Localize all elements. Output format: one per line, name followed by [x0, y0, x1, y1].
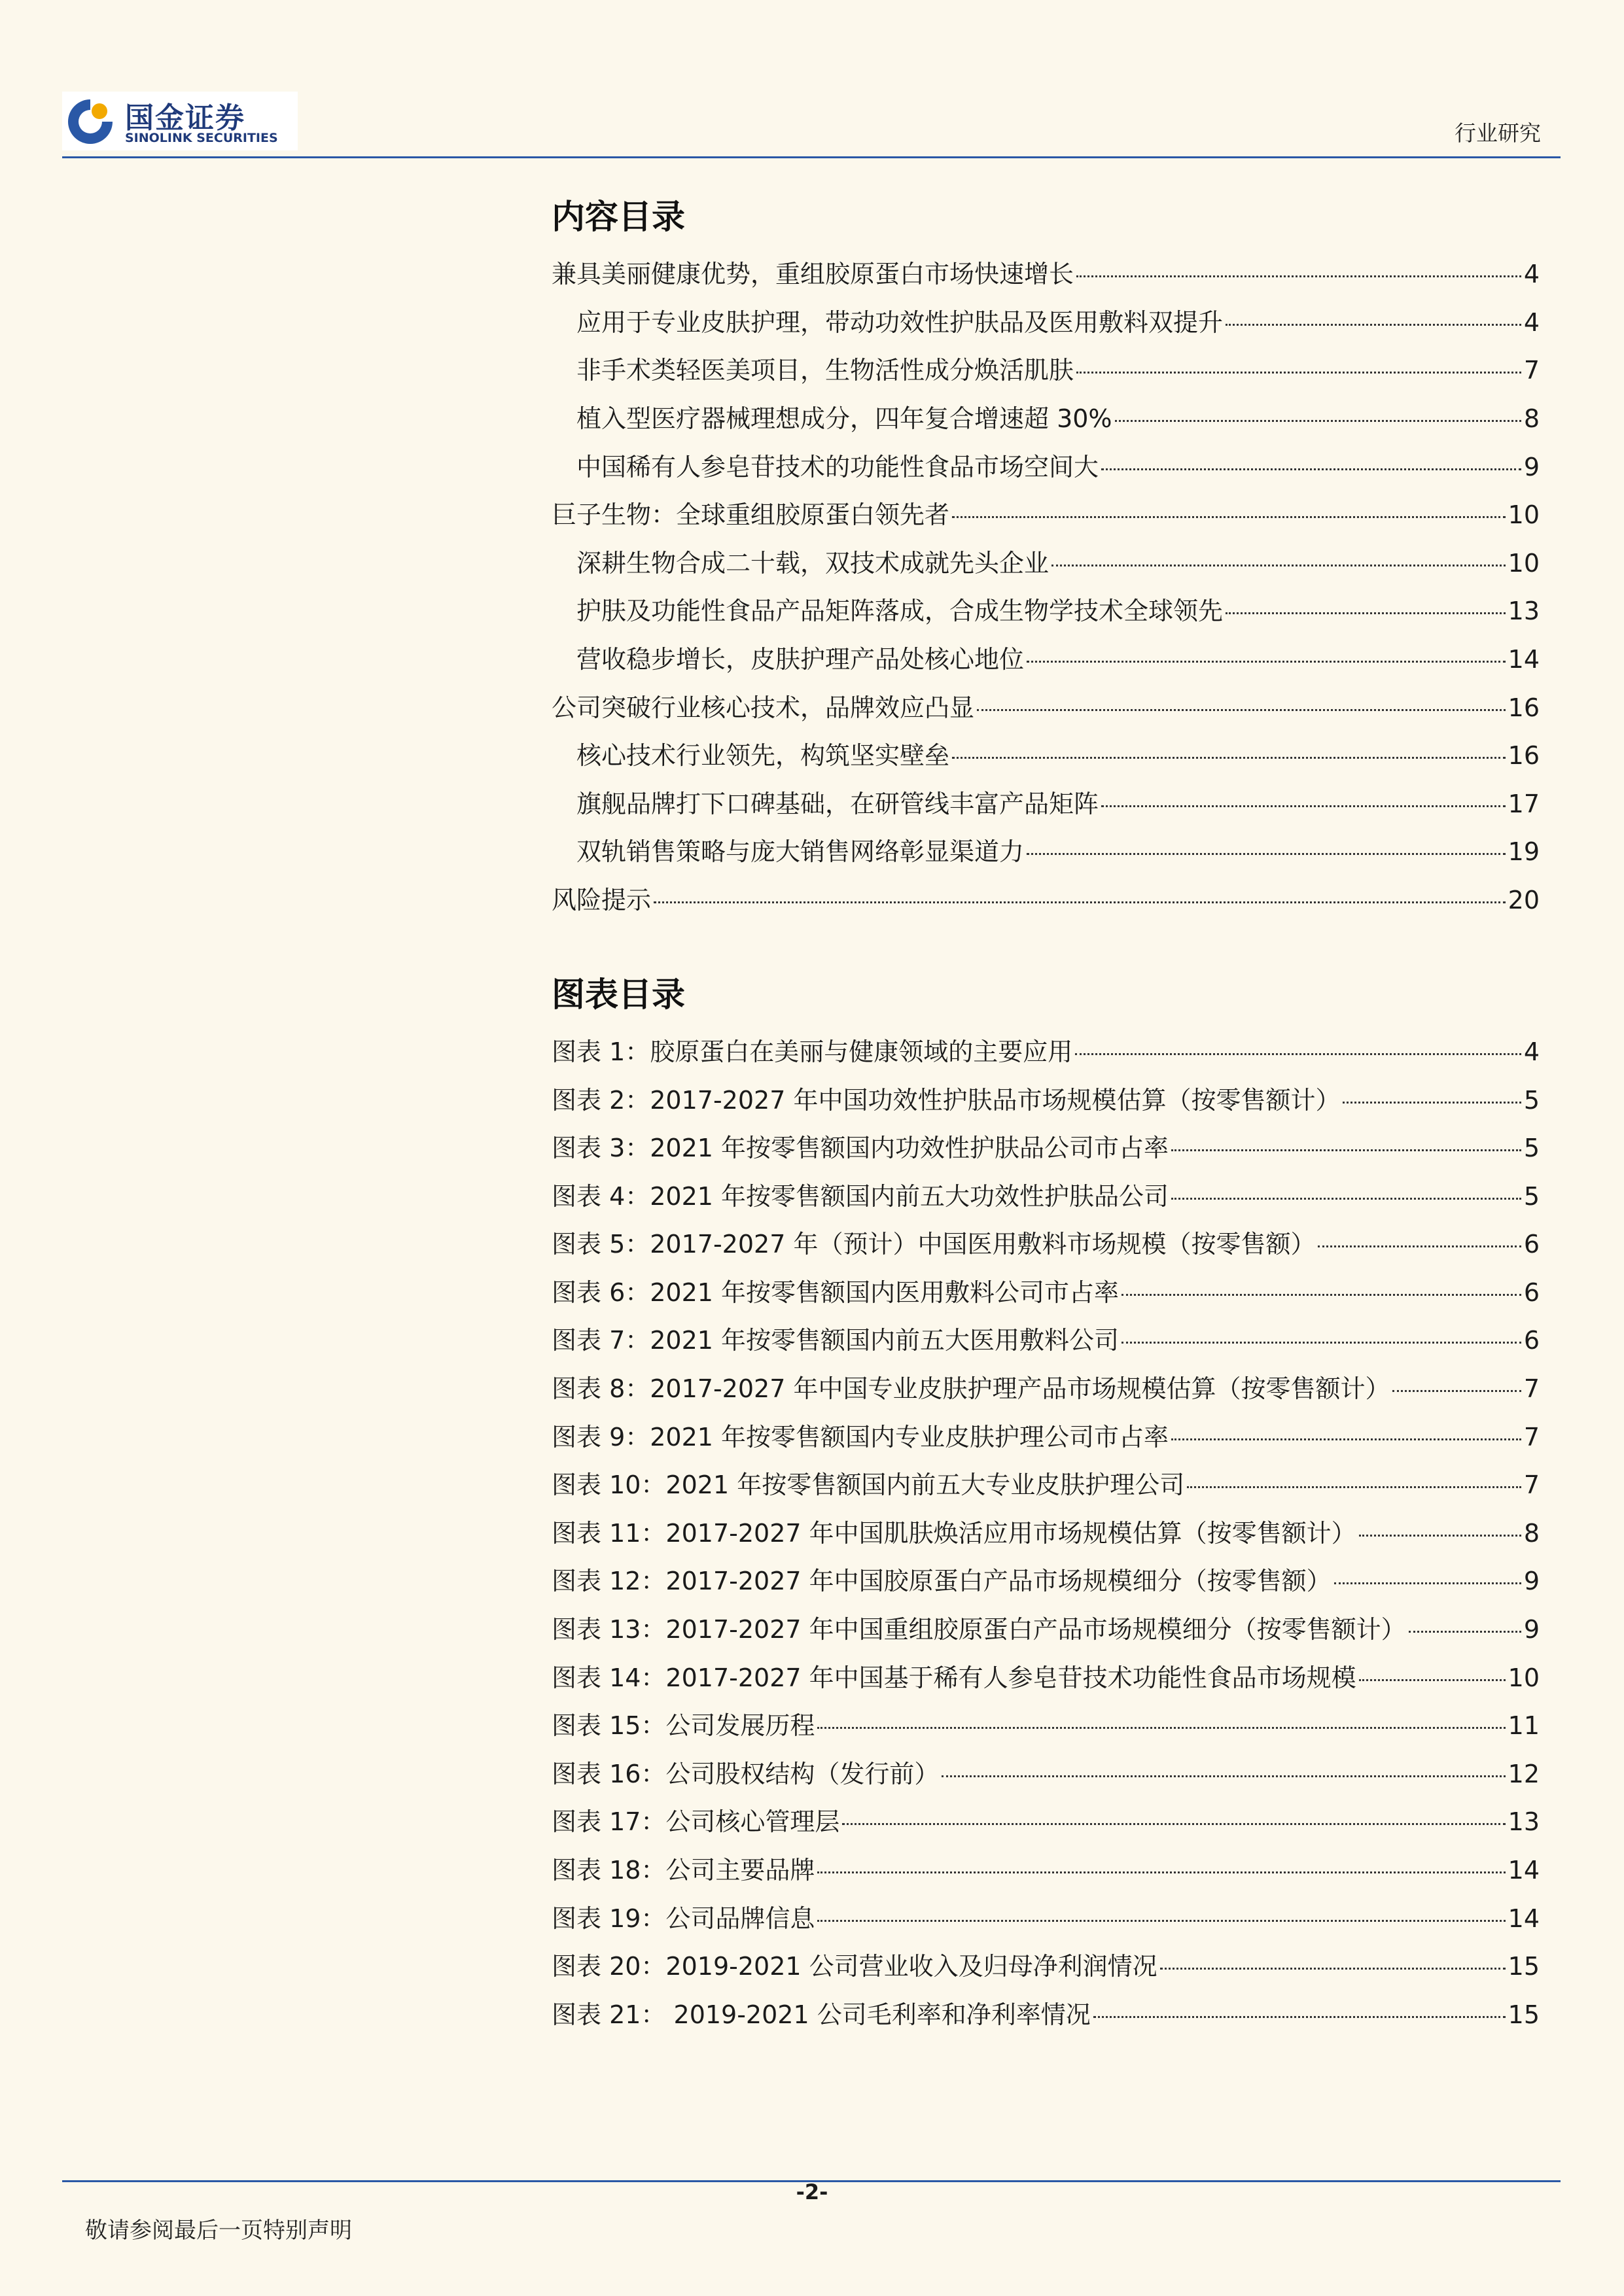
toc-page-number[interactable]: 9	[1523, 1567, 1540, 1596]
contents-entry[interactable]	[552, 687, 1540, 736]
contents-entry[interactable]	[552, 495, 1540, 543]
toc-entry-title[interactable]: 护肤及功能性食品产品矩阵落成，合成生物学技术全球领先	[576, 597, 1224, 626]
toc-page-number[interactable]: 15	[1508, 1952, 1540, 1981]
dot-leader	[1171, 1438, 1521, 1440]
toc-entry-title[interactable]: 图表 11：2017-2027 年中国肌肤焕活应用市场规模估算（按零售额计）	[552, 1518, 1356, 1548]
figure-entry[interactable]	[552, 1609, 1540, 1658]
figures-list	[552, 1032, 1540, 2042]
toc-page-number[interactable]: 8	[1523, 1518, 1540, 1548]
dot-leader	[842, 1823, 1505, 1825]
toc-entry-title[interactable]: 图表 7：2021 年按零售额国内前五大医用敷料公司	[552, 1326, 1120, 1355]
toc-page-number[interactable]: 9	[1523, 1615, 1540, 1644]
logo-english-name: SINOLINK SECURITIES	[125, 131, 278, 145]
figure-entry[interactable]	[552, 1465, 1540, 1513]
toc-entry-title[interactable]: 图表 16：公司股权结构（发行前）	[552, 1759, 940, 1788]
dot-leader	[817, 1920, 1505, 1922]
contents-entry[interactable]	[552, 398, 1540, 447]
figure-entry[interactable]	[552, 1417, 1540, 1465]
toc-entry-title[interactable]: 图表 21： 2019-2021 公司毛利率和净利率情况	[552, 2000, 1091, 2029]
contents-entry[interactable]	[552, 735, 1540, 784]
toc-entry-title[interactable]: 兼具美丽健康优势，重组胶原蛋白市场快速增长	[552, 260, 1074, 289]
contents-entry[interactable]	[552, 254, 1540, 302]
toc-entry-title[interactable]: 植入型医疗器械理想成分，四年复合增速超 30%	[576, 404, 1112, 434]
header-divider	[62, 156, 1561, 158]
dot-leader	[1101, 805, 1506, 807]
toc-entry-title[interactable]: 旗舰品牌打下口碑基础，在研管线丰富产品矩阵	[576, 789, 1099, 818]
dot-leader	[1359, 1535, 1521, 1537]
dot-leader	[1409, 1631, 1521, 1633]
dot-leader	[1093, 2016, 1506, 2018]
dot-leader	[977, 709, 1506, 711]
toc-page-number[interactable]: 6	[1523, 1326, 1540, 1355]
toc-entry-title[interactable]: 图表 13：2017-2027 年中国重组胶原蛋白产品市场规模细分（按零售额计）	[552, 1615, 1406, 1644]
figure-entry[interactable]	[552, 1850, 1540, 1898]
figure-entry[interactable]	[552, 1561, 1540, 1609]
figure-entry[interactable]	[552, 1513, 1540, 1561]
toc-page-number[interactable]: 5	[1523, 1134, 1540, 1163]
toc-page-number[interactable]: 7	[1523, 1374, 1540, 1404]
toc-entry-title[interactable]: 营收稳步增长，皮肤护理产品处核心地位	[576, 645, 1025, 674]
toc-page-number[interactable]: 15	[1508, 2000, 1540, 2029]
dot-leader	[1392, 1390, 1521, 1392]
page-header	[62, 92, 1561, 157]
dot-leader	[1121, 1294, 1521, 1296]
toc-entry-title[interactable]: 图表 10：2021 年按零售额国内前五大专业皮肤护理公司	[552, 1470, 1185, 1500]
footer-disclaimer: 敬请参阅最后一页特别声明	[85, 2218, 352, 2244]
figure-entry[interactable]	[552, 1128, 1540, 1176]
toc-page-number[interactable]: 10	[1508, 500, 1540, 530]
dot-leader	[1051, 565, 1506, 566]
toc-entry-title[interactable]: 图表 12：2017-2027 年中国胶原蛋白产品市场规模细分（按零售额）	[552, 1567, 1332, 1596]
toc-page-number[interactable]: 6	[1523, 1278, 1540, 1307]
toc-page-number[interactable]: 14	[1508, 1904, 1540, 1933]
contents-entry[interactable]	[552, 591, 1540, 639]
figure-entry[interactable]	[552, 1176, 1540, 1225]
contents-entry[interactable]	[552, 880, 1540, 928]
contents-entry[interactable]	[552, 639, 1540, 687]
toc-page-number[interactable]: 7	[1523, 1470, 1540, 1500]
figure-entry[interactable]	[552, 1946, 1540, 1994]
toc-page-number[interactable]: 7	[1523, 1422, 1540, 1452]
toc-page-number[interactable]: 4	[1523, 307, 1540, 337]
toc-entry-title[interactable]: 非手术类轻医美项目，生物活性成分焕活肌肤	[576, 356, 1074, 385]
toc-page-number[interactable]: 9	[1523, 452, 1540, 481]
toc-page-number[interactable]: 14	[1508, 1856, 1540, 1885]
figure-entry[interactable]	[552, 1080, 1540, 1128]
figure-entry[interactable]	[552, 1994, 1540, 2043]
toc-page-number[interactable]: 5	[1523, 1181, 1540, 1211]
dot-leader	[1171, 1149, 1521, 1151]
toc-entry-title[interactable]: 图表 1：胶原蛋白在美丽与健康领域的主要应用	[552, 1037, 1073, 1066]
dot-leader	[1359, 1679, 1506, 1681]
dot-leader	[1101, 468, 1521, 470]
dot-leader	[952, 757, 1506, 759]
figure-entry[interactable]	[552, 1754, 1540, 1802]
sinolink-logo-icon	[65, 97, 115, 147]
toc-entry-title[interactable]: 核心技术行业领先，构筑坚实壁垒	[576, 741, 950, 771]
toc-entry-title[interactable]: 图表 9：2021 年按零售额国内专业皮肤护理公司市占率	[552, 1422, 1169, 1452]
contents-entry[interactable]	[552, 831, 1540, 880]
contents-entry[interactable]	[552, 350, 1540, 398]
logo-chinese-name: 国金证券	[125, 101, 245, 135]
toc-page-number[interactable]: 4	[1523, 1037, 1540, 1066]
toc-page-number[interactable]: 13	[1508, 1807, 1540, 1837]
toc-entry-title[interactable]: 图表 17：公司核心管理层	[552, 1807, 840, 1837]
toc-entry-title[interactable]: 图表 5：2017-2027 年（预计）中国医用敷料市场规模（按零售额）	[552, 1230, 1316, 1259]
toc-page-number[interactable]: 20	[1508, 886, 1540, 915]
dot-leader	[1226, 324, 1521, 326]
toc-entry-title[interactable]: 双轨销售策略与庞大销售网络彰显渠道力	[576, 837, 1025, 867]
toc-entry-title[interactable]: 风险提示	[552, 886, 652, 915]
figure-entry[interactable]	[552, 1658, 1540, 1706]
toc-page-number[interactable]: 10	[1508, 548, 1540, 578]
dot-leader	[817, 1727, 1505, 1729]
toc-entry-title[interactable]: 应用于专业皮肤护理，带动功效性护肤品及医用敷料双提升	[576, 307, 1224, 337]
document-type-label: 行业研究	[1455, 120, 1541, 146]
toc-entry-title[interactable]: 图表 14：2017-2027 年中国基于稀有人参皂苷技术功能性食品市场规模	[552, 1663, 1356, 1692]
company-logo[interactable]	[62, 92, 298, 150]
contents-entry[interactable]	[552, 302, 1540, 351]
toc-entry-title[interactable]: 中国稀有人参皂苷技术的功能性食品市场空间大	[576, 452, 1099, 481]
toc-page-number[interactable]: 16	[1508, 741, 1540, 771]
toc-page-number[interactable]: 19	[1508, 837, 1540, 867]
toc-page-number[interactable]: 12	[1508, 1759, 1540, 1788]
dot-leader	[1171, 1198, 1521, 1200]
toc-entry-title[interactable]: 图表 2：2017-2027 年中国功效性护肤品市场规模估算（按零售额计）	[552, 1085, 1341, 1115]
dot-leader	[1027, 661, 1506, 663]
dot-leader	[1187, 1486, 1521, 1488]
figure-entry[interactable]	[552, 1320, 1540, 1368]
toc-entry-title[interactable]: 图表 8：2017-2027 年中国专业皮肤护理产品市场规模估算（按零售额计）	[552, 1374, 1390, 1404]
contents-list	[552, 254, 1540, 928]
figures-title: 图表目录	[552, 975, 686, 1015]
toc-page-number[interactable]: 8	[1523, 404, 1540, 434]
toc-page-number[interactable]: 7	[1523, 356, 1540, 385]
dot-leader	[1226, 612, 1506, 614]
toc-entry-title[interactable]: 深耕生物合成二十载，双技术成就先头企业	[576, 548, 1050, 578]
dot-leader	[952, 516, 1506, 518]
dot-leader	[1160, 1968, 1506, 1970]
dot-leader	[1076, 275, 1521, 277]
toc-entry-title[interactable]: 图表 3：2021 年按零售额国内功效性护肤品公司市占率	[552, 1134, 1169, 1163]
toc-entry-title[interactable]: 公司突破行业核心技术，品牌效应凸显	[552, 693, 975, 722]
dot-leader	[1334, 1582, 1521, 1584]
toc-page-number[interactable]: 17	[1508, 789, 1540, 818]
toc-page-number[interactable]: 10	[1508, 1663, 1540, 1692]
toc-entry-title[interactable]: 巨子生物：全球重组胶原蛋白领先者	[552, 500, 950, 530]
toc-entry-title[interactable]: 图表 6：2021 年按零售额国内医用敷料公司市占率	[552, 1278, 1120, 1307]
toc-page-number[interactable]: 11	[1508, 1711, 1540, 1741]
toc-page-number[interactable]: 16	[1508, 693, 1540, 722]
toc-entry-title[interactable]: 图表 20：2019-2021 公司营业收入及归母净利润情况	[552, 1952, 1157, 1981]
toc-page-number[interactable]: 5	[1523, 1085, 1540, 1115]
contents-entry[interactable]	[552, 543, 1540, 591]
toc-entry-title[interactable]: 图表 15：公司发展历程	[552, 1711, 815, 1741]
dot-leader	[1121, 1342, 1521, 1344]
dot-leader	[654, 901, 1506, 903]
contents-entry[interactable]	[552, 447, 1540, 495]
dot-leader	[1076, 372, 1521, 374]
toc-page-number[interactable]: 6	[1523, 1230, 1540, 1259]
toc-entry-title[interactable]: 图表 19：公司品牌信息	[552, 1904, 815, 1933]
dot-leader	[1027, 853, 1506, 855]
dot-leader	[1115, 420, 1521, 422]
main-content	[552, 196, 1540, 2042]
toc-entry-title[interactable]: 图表 4：2021 年按零售额国内前五大功效性护肤品公司	[552, 1181, 1169, 1211]
contents-entry[interactable]	[552, 784, 1540, 832]
section-gap	[552, 928, 1540, 974]
figure-entry[interactable]	[552, 1032, 1540, 1080]
dot-leader	[1075, 1053, 1521, 1055]
figure-entry[interactable]	[552, 1368, 1540, 1417]
dot-leader	[1343, 1102, 1521, 1104]
toc-page-number[interactable]: 13	[1508, 597, 1540, 626]
figure-entry[interactable]	[552, 1898, 1540, 1947]
figure-entry[interactable]	[552, 1272, 1540, 1321]
toc-page-number[interactable]: 4	[1523, 260, 1540, 289]
figure-entry[interactable]	[552, 1224, 1540, 1272]
toc-page-number[interactable]: 14	[1508, 645, 1540, 674]
dot-leader	[817, 1871, 1505, 1873]
dot-leader	[1318, 1245, 1521, 1247]
figure-entry[interactable]	[552, 1705, 1540, 1754]
toc-entry-title[interactable]: 图表 18：公司主要品牌	[552, 1856, 815, 1885]
dot-leader	[942, 1775, 1505, 1777]
page-number: -2-	[796, 2180, 828, 2204]
contents-title: 内容目录	[552, 198, 686, 237]
figure-entry[interactable]	[552, 1801, 1540, 1850]
